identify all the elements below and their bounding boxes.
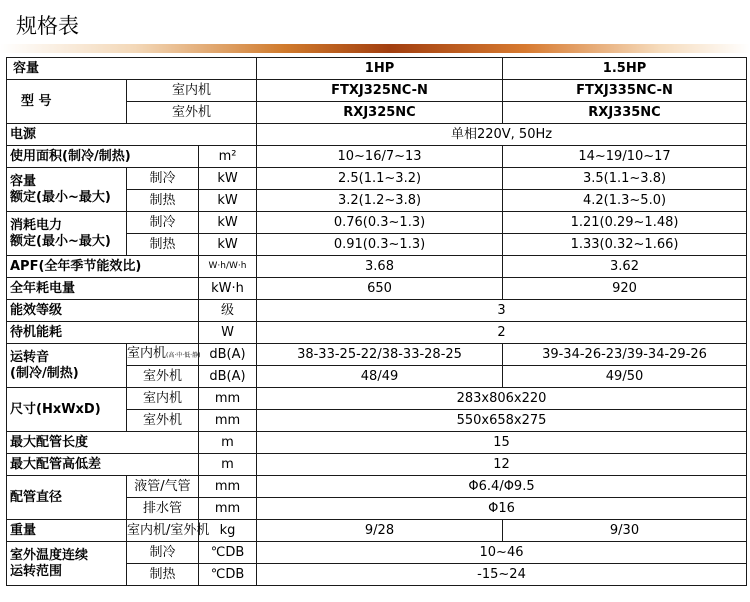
- efficiency-value: 3: [257, 300, 747, 322]
- weight-15hp: 9/30: [503, 520, 747, 542]
- annual-15hp: 920: [503, 278, 747, 300]
- temp-cool-label: 制冷: [127, 542, 199, 564]
- table-row: [7, 322, 747, 344]
- model-indoor-1hp: FTXJ325NC-N: [257, 80, 503, 102]
- table-row: [7, 520, 747, 542]
- title-divider-bar: [0, 44, 750, 53]
- pipe-drain-unit: mm: [199, 498, 257, 520]
- weight-1hp: 9/28: [257, 520, 503, 542]
- capacity-label-line1: 容量: [10, 173, 37, 189]
- weight-label: 重量: [7, 520, 127, 542]
- noise-indoor-text: 室内机: [127, 346, 167, 361]
- area-15hp: 14~19/10~17: [503, 146, 747, 168]
- model-outdoor-1hp: RXJ325NC: [257, 102, 503, 124]
- annual-1hp: 650: [257, 278, 503, 300]
- capacity-heat-unit: kW: [199, 190, 257, 212]
- area-unit: m²: [199, 146, 257, 168]
- capacity-label: [7, 168, 127, 212]
- noise-indoor-15hp: 39-34-26-23/39-34-29-26: [503, 344, 747, 366]
- size-indoor-value: 283x806x220: [257, 388, 747, 410]
- area-label: 使用面积(制冷/制热): [7, 146, 199, 168]
- pipe-length-value: 15: [257, 432, 747, 454]
- size-indoor-label: 室内机: [127, 388, 199, 410]
- consumption-cool-15hp: 1.21(0.29~1.48): [503, 212, 747, 234]
- apf-15hp: 3.62: [503, 256, 747, 278]
- noise-outdoor-1hp: 48/49: [257, 366, 503, 388]
- area-1hp: 10~16/7~13: [257, 146, 503, 168]
- pipe-liquid-label: 液管/气管: [127, 476, 199, 498]
- noise-indoor-unit: dB(A): [199, 344, 257, 366]
- pipe-drain-label: 排水管: [127, 498, 199, 520]
- pipe-length-unit: m: [199, 432, 257, 454]
- temp-label: [7, 542, 127, 586]
- noise-outdoor-unit: dB(A): [199, 366, 257, 388]
- spec-table: [6, 57, 747, 586]
- efficiency-label: 能效等级: [7, 300, 199, 322]
- capacity-label-line2: 额定(最小~最大): [10, 189, 111, 205]
- power-value: 单相220V, 50Hz: [257, 124, 747, 146]
- table-row: [7, 542, 747, 564]
- size-label: 尺寸(HxWxD): [7, 388, 127, 432]
- model-outdoor-15hp: RXJ335NC: [503, 102, 747, 124]
- table-row: [7, 80, 747, 102]
- noise-label: [7, 344, 127, 388]
- consumption-cool-1hp: 0.76(0.3~1.3): [257, 212, 503, 234]
- weight-unit: kg: [199, 520, 257, 542]
- apf-unit: W·h/W·h: [199, 256, 257, 278]
- header-label: 容量: [7, 58, 257, 80]
- standby-label: 待机能耗: [7, 322, 199, 344]
- model-label: 型 号: [7, 80, 127, 124]
- table-row: [7, 58, 747, 80]
- pipe-drain-value: Φ16: [257, 498, 747, 520]
- table-row: [7, 476, 747, 498]
- table-row: [7, 168, 747, 190]
- model-indoor-label: 室内机: [127, 80, 257, 102]
- annual-label: 全年耗电量: [7, 278, 199, 300]
- noise-label-line2: (制冷/制热): [10, 365, 79, 381]
- power-label: 电源: [7, 124, 257, 146]
- temp-label-line2: 运转范围: [10, 563, 63, 579]
- capacity-heat-label: 制热: [127, 190, 199, 212]
- efficiency-unit: 级: [199, 300, 257, 322]
- pipe-height-unit: m: [199, 454, 257, 476]
- temp-heat-unit: ℃DB: [199, 564, 257, 586]
- model-indoor-15hp: FTXJ335NC-N: [503, 80, 747, 102]
- pipe-liquid-value: Φ6.4/Φ9.5: [257, 476, 747, 498]
- annual-unit: kW·h: [199, 278, 257, 300]
- consumption-heat-label: 制热: [127, 234, 199, 256]
- table-row: [7, 344, 747, 366]
- temp-cool-unit: ℃DB: [199, 542, 257, 564]
- consumption-heat-15hp: 1.33(0.32~1.66): [503, 234, 747, 256]
- pipe-height-value: 12: [257, 454, 747, 476]
- temp-label-line1: 室外温度连续: [10, 547, 89, 563]
- noise-indoor-note: (高·中·低·静): [166, 352, 201, 359]
- apf-1hp: 3.68: [257, 256, 503, 278]
- table-row: [7, 124, 747, 146]
- capacity-cool-unit: kW: [199, 168, 257, 190]
- table-row: [7, 454, 747, 476]
- apf-label: APF(全年季节能效比): [7, 256, 199, 278]
- capacity-cool-label: 制冷: [127, 168, 199, 190]
- table-row: [7, 300, 747, 322]
- capacity-cool-15hp: 3.5(1.1~3.8): [503, 168, 747, 190]
- pipe-height-label: 最大配管高低差: [7, 454, 199, 476]
- table-row: [7, 212, 747, 234]
- table-row: [7, 432, 747, 454]
- table-row: [7, 146, 747, 168]
- temp-heat-value: -15~24: [257, 564, 747, 586]
- pipe-length-label: 最大配管长度: [7, 432, 199, 454]
- consumption-heat-1hp: 0.91(0.3~1.3): [257, 234, 503, 256]
- capacity-heat-1hp: 3.2(1.2~3.8): [257, 190, 503, 212]
- pipe-liquid-unit: mm: [199, 476, 257, 498]
- consumption-heat-unit: kW: [199, 234, 257, 256]
- model-outdoor-label: 室外机: [127, 102, 257, 124]
- standby-value: 2: [257, 322, 747, 344]
- table-row: [7, 278, 747, 300]
- header-col-15hp: 1.5HP: [503, 58, 747, 80]
- consumption-label-line1: 消耗电力: [10, 217, 63, 233]
- size-outdoor-unit: mm: [199, 410, 257, 432]
- capacity-heat-15hp: 4.2(1.3~5.0): [503, 190, 747, 212]
- table-row: [7, 256, 747, 278]
- page-title: 规格表: [16, 14, 79, 38]
- noise-outdoor-15hp: 49/50: [503, 366, 747, 388]
- noise-indoor-1hp: 38-33-25-22/38-33-28-25: [257, 344, 503, 366]
- size-outdoor-label: 室外机: [127, 410, 199, 432]
- capacity-cool-1hp: 2.5(1.1~3.2): [257, 168, 503, 190]
- temp-cool-value: 10~46: [257, 542, 747, 564]
- consumption-cool-unit: kW: [199, 212, 257, 234]
- consumption-label: [7, 212, 127, 256]
- noise-outdoor-label: 室外机: [127, 366, 199, 388]
- consumption-cool-label: 制冷: [127, 212, 199, 234]
- header-col-1hp: 1HP: [257, 58, 503, 80]
- consumption-label-line2: 额定(最小~最大): [10, 233, 111, 249]
- noise-label-line1: 运转音: [10, 349, 50, 365]
- standby-unit: W: [199, 322, 257, 344]
- pipe-dia-label: 配管直径: [7, 476, 127, 520]
- table-row: [7, 388, 747, 410]
- temp-heat-label: 制热: [127, 564, 199, 586]
- noise-indoor-label: [127, 344, 199, 366]
- weight-sub-label: 室内机/室外机: [127, 520, 199, 542]
- size-indoor-unit: mm: [199, 388, 257, 410]
- size-outdoor-value: 550x658x275: [257, 410, 747, 432]
